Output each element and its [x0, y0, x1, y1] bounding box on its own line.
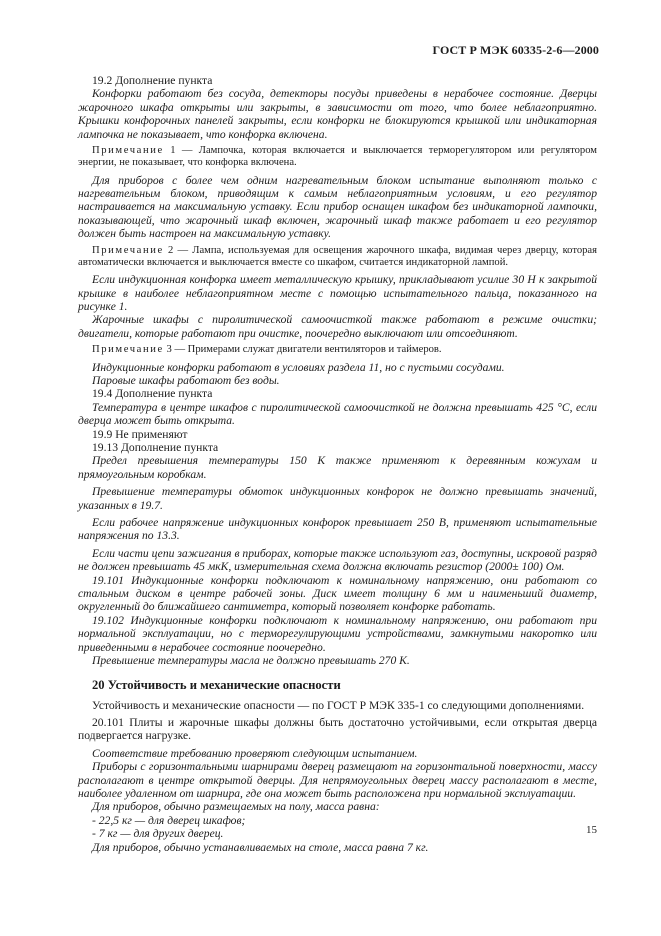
paragraph: Превышение температуры масла не должно превышать 270 К. [92, 654, 410, 668]
paragraph: Устойчивость и механические опасности — по ГОСТ Р МЭК 335-1 со следующими дополнениями. [92, 698, 585, 712]
paragraph: Паровые шкафы работают без воды. [92, 373, 280, 387]
paragraph: 19.2 Дополнение пункта [92, 74, 213, 87]
paragraph: Если рабочее напряжение индукционных конфорок превышает 250 В, применяют испытательные напряжения по 13.3. [78, 516, 597, 543]
paragraph: Индукционные конфорки работают в условиях раздела 11, но с пустыми сосудами. [92, 360, 505, 374]
paragraph: Для приборов, обычно размещаемых на полу, масса равна: [92, 800, 380, 814]
paragraph: - 22,5 кг — для дверец шкафов; [92, 813, 246, 827]
paragraph: Для приборов, обычно устанавливаемых на столе, масса равна 7 кг. [92, 840, 429, 854]
section-heading: 20 Устойчивость и механические опасности [92, 677, 341, 692]
paragraph: Соответствие требованию проверяют следующим испытанием. [92, 746, 418, 760]
note-label: Примечание [92, 244, 164, 256]
page-content [78, 74, 597, 854]
paragraph: Превышение температуры обмоток индукционных конфорок не должно превышать значений, указанных в 19.7. [78, 485, 597, 512]
note-text: 2 — Лампа, используемая для освещения жарочного шкафа, видимая через дверцу, которая автоматически включается и выключается вместе со шкафом, считается индикаторной лампой. [78, 244, 597, 268]
paragraph: Если индукционная конфорка имеет металлическую крышку, прикладывают усилие 30 Н к закрытой крышке в наиболее неблагоприятном месте с помощью испытательного пальца, показанного на рисунке 1. [78, 273, 597, 314]
paragraph: Жарочные шкафы с пиролитической самоочисткой также работают в режиме очистки; двигатели, которые работают при очистке, поочередно выключают или отсоединяют. [78, 313, 597, 340]
page-number: 15 [586, 824, 597, 836]
paragraph: 19.9 Не применяют [92, 427, 188, 441]
standard-header: ГОСТ Р МЭК 60335-2-6—2000 [432, 43, 599, 57]
paragraph: 19.101 Индукционные конфорки подключают к номинальному напряжению, они работают со стальным диском в центре рабочей зоны. Диск имеет толщину 6 мм и наименьший диаметр, округленный до ближайшего сантиметра, который позволяет конфорке работать. [78, 573, 597, 614]
note-paragraph [78, 344, 597, 356]
paragraph: 19.4 Дополнение пункта [92, 387, 213, 401]
note-text: 1 — Лампочка, которая включается и выключается терморегулятором или регулятором энергии, не показывает, что конфорка включена. [78, 145, 597, 169]
note-label: Примечание [92, 145, 164, 157]
paragraph: Если части цепи зажигания в приборах, которые также используют газ, доступны, искровой разряд не должен превышать 45 мкК, измерительная схема должна включать резистор (2000± 100) Ом. [78, 546, 597, 574]
paragraph: Предел превышения температуры 150 К также применяют к деревянным кожухам и прямоугольным коробкам. [78, 454, 597, 481]
paragraph: 19.102 Индукционные конфорки подключают к номинальному напряжению, они работают при нормальной эксплуатации, но с терморегулирующими устройствами, замкнутыми накоротко или приведенными в нерабочее состояние поочередно. [78, 613, 597, 654]
note-paragraph [78, 145, 597, 170]
note-label: Примечание [92, 344, 164, 356]
paragraph: - 7 кг — для других дверец. [92, 827, 224, 841]
paragraph: Для приборов с более чем одним нагревательным блоком испытание выполняют только с нагревательным блоком, приводящим к самым неблагоприятным условиям, и его регулятор настраивается на максимальную уставку. Если прибор оснащен шкафом без индикаторной лампочки, показывающей, что жарочный шкаф включен, жарочный шкаф также работает и его регулятор должен быть настроен на максимальную уставку. [78, 173, 597, 241]
note-paragraph [78, 245, 597, 270]
paragraph: 20.101 Плиты и жарочные шкафы должны быть достаточно устойчивыми, если открытая дверца подвергается нагрузке. [78, 715, 597, 743]
paragraph: Приборы с горизонтальными шарнирами дверец размещают на горизонтальной поверхности, массу располагают в центре открытой дверцы. Для непрямоугольных дверец массу располагают в месте, наиболее удаленном от шарнира, где она может быть расположена при нормальной эксплуатации. [78, 760, 597, 800]
note-text: 3 — Примерами служат двигатели вентиляторов и таймеров. [163, 344, 442, 356]
paragraph: 19.13 Дополнение пункта [92, 441, 219, 455]
paragraph: Конфорки работают без сосуда, детекторы посуды приведены в нерабочее состояние. Дверцы жарочного шкафа открыты или закрыты, в зависимости от того, что более неблагоприятно. Крышки конфорочных панелей закрыты, если конфорки не блокируются крышкой или индикаторная лампочка не показывает, что конфорка включена. [78, 87, 597, 141]
paragraph: Температура в центре шкафов с пиролитической самоочисткой не должна превышать 425 °С, если дверца может быть открыта. [78, 400, 597, 428]
